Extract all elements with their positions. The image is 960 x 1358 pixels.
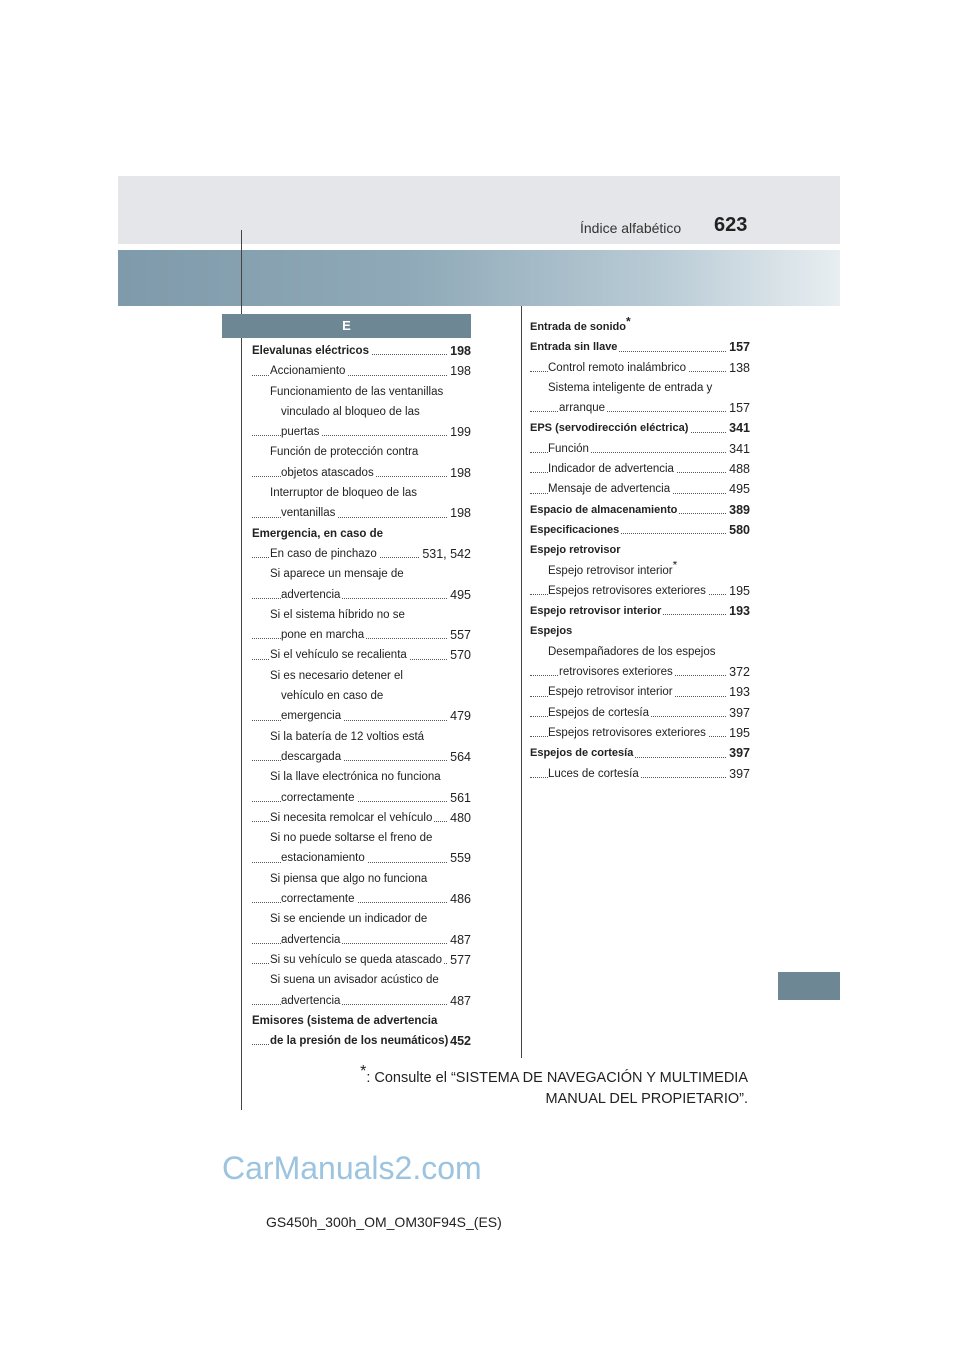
index-entry-text: Especificaciones [530,523,620,536]
index-entry-text: Desempañadores de los espejos [548,645,716,658]
index-entry [252,361,471,381]
index-entry [252,483,471,503]
index-entry-page: 486 [448,889,471,909]
index-entry [530,682,750,702]
index-entry-page: 157 [727,337,750,357]
index-entry [252,686,471,706]
index-entry [252,422,471,442]
index-entry [530,723,750,743]
footnote-line-1 [360,1063,748,1089]
index-entry [252,605,471,625]
index-entry-text: Si aparece un mensaje de [270,568,404,581]
index-entry-text: Si necesita remolcar el vehículo [270,811,433,824]
index-entry-text: Luces de cortesía [548,767,639,780]
index-entry [530,358,750,378]
index-entry [252,666,471,686]
index-entry-page: 397 [727,703,750,723]
index-entry [252,503,471,523]
index-entry [252,970,471,990]
index-entry-text: Espacio de almacenamiento [530,503,678,516]
index-entry-page: 198 [448,341,471,361]
index-entry-page: 193 [727,682,750,702]
index-entry-text: Si no puede soltarse el freno de [270,832,433,845]
index-entry-text: correctamente [281,791,355,804]
index-entry [530,540,750,560]
index-entry-page: 580 [727,520,750,540]
index-entry-text: Si se enciende un indicador de [270,913,428,926]
footnote-line-2: MANUAL DEL PROPIETARIO”. [545,1091,748,1107]
index-entry-text: Entrada sin llave [530,341,618,354]
index-entry-text: estacionamiento [281,852,365,865]
document-id: GS450h_300h_OM_OM30F94S_(ES) [266,1214,502,1230]
index-entry-page: 480 [448,808,471,828]
index-entry-text: advertencia [281,588,341,601]
index-entry [252,991,471,1011]
index-entry-text: emergencia [281,710,342,723]
index-entry-page: 487 [448,991,471,1011]
index-entry-page: 199 [448,422,471,442]
header-gradient-band [118,250,840,306]
index-entry [252,524,471,544]
index-entry-text: Emisores (sistema de advertencia [252,1014,438,1027]
index-entry-text: Mensaje de advertencia [548,483,671,496]
index-left-column [252,341,471,1051]
index-entry [252,828,471,848]
index-entry [530,601,750,621]
index-entry-text: Indicador de advertencia [548,463,674,476]
index-entry-page: 193 [727,601,750,621]
index-entry-text: pone en marcha [281,629,365,642]
index-entry [252,889,471,909]
index-entry-page: 195 [727,723,750,743]
index-entry-page: 198 [448,361,471,381]
index-entry [530,662,750,682]
index-entry [252,767,471,787]
index-entry [530,764,750,784]
index-entry-page: 452 [448,1031,471,1051]
index-entry-text: Espejos retrovisores exteriores [548,726,706,739]
index-entry-text: Si piensa que algo no funciona [270,872,428,885]
index-entry-text: Espejos retrovisores exteriores [548,584,706,597]
index-entry [252,930,471,950]
index-entry [252,1011,471,1031]
index-entry [530,378,750,398]
index-entry-text: Espejo retrovisor interior [548,686,673,699]
index-entry-text: Si el sistema híbrido no se [270,608,405,621]
index-entry-text: de la presión de los neumáticos) [270,1035,449,1048]
page-number: 623 [714,214,748,236]
index-entry-text: Función de protección contra [270,446,419,459]
index-entry [252,585,471,605]
index-entry-text: Si su vehículo se queda atascado [270,953,442,966]
index-entry-page: 397 [727,743,750,763]
index-entry [530,500,750,520]
footnote-marker: * [625,317,631,329]
index-entry-text: Espejos de cortesía [530,747,634,760]
index-entry-text: correctamente [281,893,355,906]
index-entry-text: Interruptor de bloqueo de las [270,487,418,500]
index-entry-text: Funcionamiento de las ventanillas [270,385,444,398]
index-entry [252,706,471,726]
index-entry-text: EPS (servodirección eléctrica) [530,422,689,435]
index-entry [530,703,750,723]
index-entry [530,439,750,459]
index-entry-text: Si suena un avisador acústico de [270,974,439,987]
index-entry-page: 561 [448,788,471,808]
index-entry [252,564,471,584]
index-entry-text: advertencia [281,994,341,1007]
footnote-text-1: : Consulte el “SISTEMA DE NAVEGACIÓN Y MULTIMEDIA [366,1070,748,1086]
index-entry-page: 138 [727,358,750,378]
index-entry-text: descargada [281,750,342,763]
index-entry-page: 198 [448,463,471,483]
index-entry [530,621,750,641]
index-entry-text: Entrada de sonido* [530,321,633,333]
index-entry [530,459,750,479]
index-entry-page: 531, 542 [420,544,471,564]
index-entry-text: Espejo retrovisor [530,544,621,557]
index-entry [252,950,471,970]
index-entry-page: 488 [727,459,750,479]
index-entry [252,382,471,402]
index-entry [252,747,471,767]
index-entry-text: objetos atascados [281,466,374,479]
index-entry-text: advertencia [281,933,341,946]
index-entry-page: 195 [727,581,750,601]
index-entry [252,1031,471,1051]
index-entry-page: 559 [448,848,471,868]
index-entry-page: 479 [448,706,471,726]
index-entry [252,544,471,564]
index-entry-text: ventanillas [281,507,336,520]
index-entry [252,463,471,483]
index-entry-text: vinculado al bloqueo de las [281,405,420,418]
section-letter-header: E [222,314,471,338]
column-divider [521,306,522,1058]
index-entry [252,808,471,828]
index-entry-text: Elevalunas eléctricos [252,345,369,357]
index-entry-text: vehículo en caso de [281,690,384,703]
index-entry-page: 495 [448,585,471,605]
index-entry-text: Si la batería de 12 voltios está [270,730,425,743]
watermark: CarManuals2.com [222,1150,482,1186]
index-entry [530,317,750,337]
index-entry [530,520,750,540]
index-entry-text: Si es necesario detener el [270,669,403,682]
index-right-column [530,317,750,784]
index-entry [252,341,471,361]
index-entry [530,418,750,438]
index-entry-text: arranque [559,402,606,415]
index-entry-text: Accionamiento [270,365,346,378]
index-entry [252,848,471,868]
index-entry [530,561,750,581]
index-entry-page: 487 [448,930,471,950]
index-entry-text: Espejo retrovisor interior* [548,565,679,577]
index-entry-page: 341 [727,418,750,438]
index-entry-text: Si la llave electrónica no funciona [270,771,441,784]
index-entry [252,727,471,747]
index-entry-text: puertas [281,426,320,439]
index-entry-text: En caso de pinchazo [270,547,377,560]
side-thumb-tab [778,972,840,1000]
index-entry [252,402,471,422]
index-entry-page: 397 [727,764,750,784]
index-entry-page: 570 [448,645,471,665]
index-entry-page: 372 [727,662,750,682]
index-entry [530,479,750,499]
index-entry-text: Emergencia, en caso de [252,527,384,540]
index-entry-page: 389 [727,500,750,520]
index-entry-text: Función [548,442,589,455]
header-title: Índice alfabético [580,220,682,236]
index-entry-text: Sistema inteligente de entrada y [548,381,713,394]
index-entry [252,645,471,665]
index-entry-text: retrovisores exteriores [559,666,673,679]
footnote-marker: * [672,560,678,572]
index-entry [252,442,471,462]
index-entry [530,337,750,357]
index-entry-page: 341 [727,439,750,459]
index-entry-text: Espejos de cortesía [548,706,650,719]
page-left-rule [241,230,242,1110]
index-entry-page: 198 [448,503,471,523]
index-entry [252,909,471,929]
index-entry-text: Espejo retrovisor interior [530,605,662,618]
index-entry-text: Si el vehículo se recalienta [270,649,407,662]
index-entry-page: 157 [727,398,750,418]
index-entry [530,642,750,662]
index-entry-page: 495 [727,479,750,499]
index-entry-page: 564 [448,747,471,767]
index-entry [252,788,471,808]
index-entry [530,398,750,418]
footnote-star: * [360,1063,367,1081]
footnote [360,1063,748,1110]
index-entry [252,869,471,889]
index-entry-text: Control remoto inalámbrico [548,361,687,374]
index-entry-text: Espejos [530,625,573,638]
index-entry-page: 577 [448,950,471,970]
index-entry-page: 557 [448,625,471,645]
index-entry [530,743,750,763]
index-entry [530,581,750,601]
index-entry [252,625,471,645]
